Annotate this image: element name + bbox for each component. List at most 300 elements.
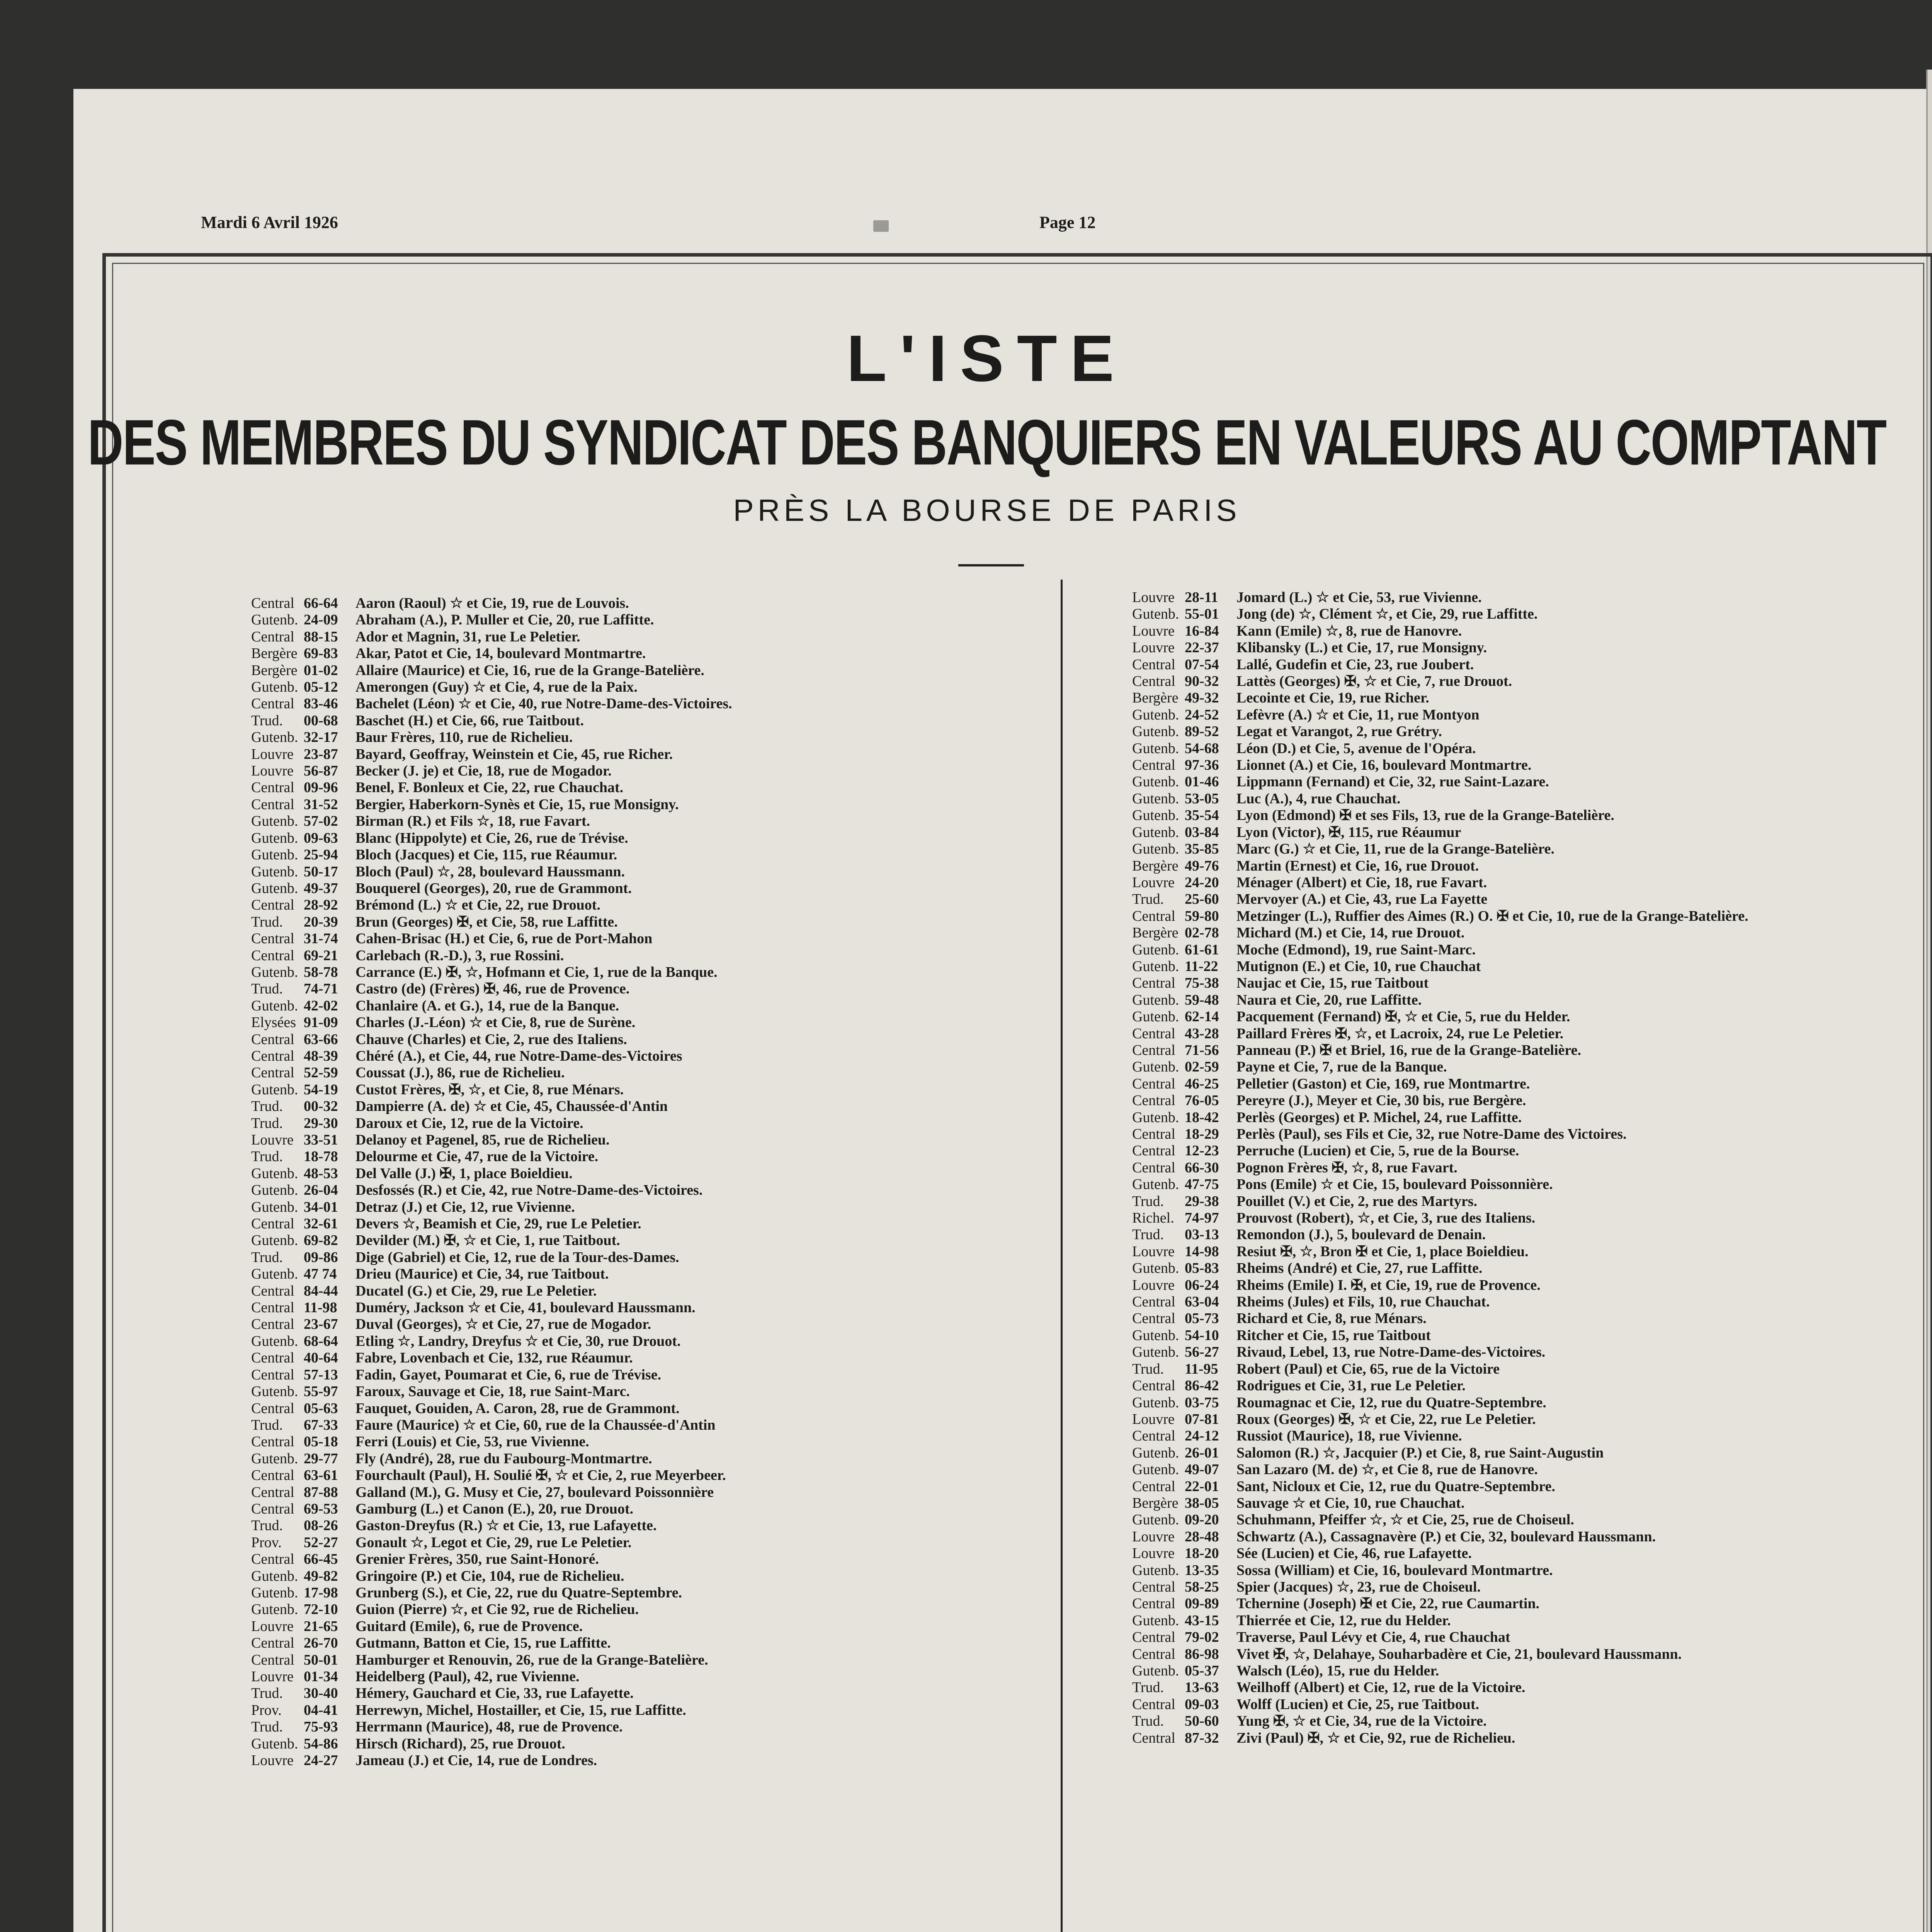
member-list-right [1132,589,1748,1747]
member-name: Dige (Gabriel) et Cie, 12, rue de la Tour-des-Dames. [355,1249,679,1265]
member-name: Yung ✠, ☆ et Cie, 34, rue de la Victoire. [1236,1713,1487,1730]
member-exchange: Gutenb. [1132,723,1179,740]
member-row [1132,1562,1748,1579]
member-exchange: Gutenb. [251,1165,298,1182]
member-phone: 75-93 [304,1719,338,1735]
member-name: Devilder (M.) ✠, ☆ et Cie, 1, rue Taitbout. [355,1232,620,1249]
member-exchange: Central [251,1484,294,1500]
member-name: Rheims (Emile) I. ✠, et Cie, 19, rue de Provence. [1236,1277,1541,1293]
member-row [1132,1009,1748,1025]
member-exchange: Gutenb. [1132,790,1179,807]
member-exchange: Central [251,1500,294,1517]
member-name: Mutignon (E.) et Cie, 10, rue Chauchat [1236,958,1481,975]
member-phone: 18-20 [1185,1545,1219,1562]
member-row [251,645,732,662]
member-name: Chanlaire (A. et G.), 14, rue de la Banque. [355,997,619,1014]
member-exchange: Gutenb. [251,1232,298,1249]
member-phone: 69-83 [304,645,338,662]
member-name: Pons (Emile) ☆ et Cie, 15, boulevard Poissonnière. [1236,1176,1553,1193]
member-name: Ferri (Louis) et Cie, 53, rue Vivienne. [355,1434,589,1450]
member-row [1132,1545,1748,1562]
header-page-number: Page 12 [1039,213,1096,232]
member-row [251,1199,732,1216]
column-divider [1061,580,1063,1932]
member-row [251,1350,732,1366]
member-exchange: Central [251,1635,294,1651]
member-list-left [251,595,732,1769]
member-exchange: Gutenb. [1132,1512,1179,1528]
member-name: Amerongen (Guy) ☆ et Cie, 4, rue de la Paix. [355,679,638,696]
member-exchange: Gutenb. [1132,807,1179,824]
member-exchange: Trud. [1132,1226,1164,1243]
member-name: Guitard (Emile), 6, rue de Provence. [355,1618,583,1634]
member-row [251,1216,732,1232]
member-name: Birman (R.) et Fils ☆, 18, rue Favart. [355,813,590,830]
member-row [1132,1076,1748,1092]
member-name: Metzinger (L.), Ruffier des Aimes (R.) O. ✠ et Cie, 10, rue de la Grange-Batelière. [1236,908,1748,924]
member-row [1132,589,1748,606]
member-name: Mervoyer (A.) et Cie, 43, rue La Fayette [1236,891,1488,908]
member-row [1132,1344,1748,1361]
member-phone: 57-02 [304,813,338,830]
member-exchange: Gutenb. [1132,1059,1179,1075]
member-exchange: Gutenb. [251,1601,298,1618]
member-exchange: Louvre [1132,639,1175,656]
member-phone: 62-14 [1185,1009,1219,1025]
member-name: Jameau (J.) et Cie, 14, rue de Londres. [355,1752,597,1769]
member-name: Roumagnac et Cie, 12, rue du Quatre-Septembre. [1236,1394,1546,1411]
member-row [1132,858,1748,874]
member-exchange: Louvre [1132,1411,1175,1427]
member-phone: 49-82 [304,1568,338,1584]
member-phone: 69-53 [304,1500,338,1517]
member-name: Fourchault (Paul), H. Soulié ✠, ☆ et Cie, 2, rue Meyerbeer. [355,1467,726,1484]
member-phone: 35-54 [1185,807,1219,824]
member-row [251,1014,732,1031]
member-row [251,830,732,847]
member-name: Resiut ✠, ☆, Bron ✠ et Cie, 1, place Boieldieu. [1236,1243,1529,1260]
member-exchange: Trud. [1132,1193,1164,1209]
member-name: Chauve (Charles) et Cie, 2, rue des Italiens. [355,1031,627,1048]
member-phone: 88-15 [304,628,338,645]
member-name: Payne et Cie, 7, rue de la Banque. [1236,1059,1447,1075]
member-name: Benel, F. Bonleux et Cie, 22, rue Chauchat. [355,779,624,796]
member-phone: 25-94 [304,847,338,863]
member-phone: 23-67 [304,1316,338,1333]
member-name: Guion (Pierre) ☆, et Cie 92, rue de Richelieu. [355,1601,639,1618]
member-name: Jong (de) ☆, Clément ☆, et Cie, 29, rue Laffitte. [1236,606,1538,622]
member-row [251,1333,732,1350]
member-phone: 34-01 [304,1199,338,1215]
member-phone: 03-13 [1185,1226,1219,1243]
member-phone: 49-07 [1185,1461,1219,1478]
member-exchange: Louvre [251,1668,294,1685]
member-row [1132,1327,1748,1344]
member-phone: 00-32 [304,1098,338,1115]
member-row [251,1082,732,1098]
member-phone: 08-26 [304,1517,338,1534]
member-name: Detraz (J.) et Cie, 12, rue Vivienne. [355,1199,575,1215]
member-name: Allaire (Maurice) et Cie, 16, rue de la Grange-Batelière. [355,662,704,679]
member-exchange: Gutenb. [1132,1663,1179,1679]
member-row [1132,908,1748,925]
member-name: Rivaud, Lebel, 13, rue Notre-Dame-des-Victoires. [1236,1344,1546,1361]
member-name: Blanc (Hippolyte) et Cie, 26, rue de Trévise. [355,830,628,846]
member-phone: 11-95 [1185,1361,1218,1377]
member-row [251,1232,732,1249]
member-row [251,998,732,1014]
member-name: Perlès (Georges) et P. Michel, 24, rue Laffitte. [1236,1109,1522,1126]
member-exchange: Central [251,628,294,645]
member-name: Naujac et Cie, 15, rue Taitbout [1236,975,1429,992]
member-name: Pognon Frères ✠, ☆, 8, rue Favart. [1236,1159,1458,1176]
member-exchange: Central [1132,1696,1175,1713]
member-phone: 09-63 [304,830,338,846]
member-phone: 87-88 [304,1484,338,1500]
member-name: Bloch (Jacques) et Cie, 115, rue Réaumur. [355,847,617,863]
member-phone: 26-04 [304,1182,338,1199]
member-row [251,1299,732,1316]
member-exchange: Trud. [251,1417,283,1433]
member-phone: 11-22 [1185,958,1218,975]
member-phone: 87-32 [1185,1730,1219,1746]
member-phone: 75-38 [1185,975,1219,992]
member-name: Lionnet (A.) et Cie, 16, boulevard Montmartre. [1236,757,1532,774]
member-name: Legat et Varangot, 2, rue Grétry. [1236,723,1442,740]
member-row [251,629,732,645]
member-exchange: Bergère [1132,1495,1179,1511]
member-row [251,864,732,880]
member-phone: 56-87 [304,763,338,779]
member-phone: 06-24 [1185,1277,1219,1293]
member-phone: 18-78 [304,1148,338,1165]
member-exchange: Gutenb. [251,997,298,1014]
member-row [1132,1730,1748,1747]
member-name: Herrmann (Maurice), 48, rue de Provence. [355,1719,623,1735]
member-exchange: Central [1132,1075,1175,1092]
member-name: Becker (J. je) et Cie, 18, rue de Mogador. [355,763,612,779]
member-name: Schwartz (A.), Cassagnavère (P.) et Cie, 32, boulevard Haussmann. [1236,1528,1656,1545]
member-phone: 69-21 [304,947,338,964]
member-phone: 18-42 [1185,1109,1219,1126]
member-exchange: Central [1132,1629,1175,1646]
member-exchange: Gutenb. [251,612,298,628]
member-row [1132,1579,1748,1595]
member-row [251,1635,732,1651]
member-phone: 66-45 [304,1551,338,1568]
member-row [1132,841,1748,857]
member-name: Faroux, Sauvage et Cie, 18, rue Saint-Marc. [355,1383,630,1400]
member-row [1132,807,1748,824]
member-phone: 69-82 [304,1232,338,1249]
member-row [1132,656,1748,673]
member-name: Martin (Ernest) et Cie, 16, rue Drouot. [1236,857,1479,874]
member-phone: 03-75 [1185,1394,1219,1411]
member-exchange: Gutenb. [251,813,298,830]
member-name: Cahen-Brisac (H.) et Cie, 6, rue de Port-Mahon [355,930,653,947]
member-exchange: Louvre [251,746,294,762]
member-row [1132,723,1748,740]
member-phone: 32-17 [304,729,338,746]
member-row [251,1568,732,1585]
member-name: Lippmann (Fernand) et Cie, 32, rue Saint-Lazare. [1236,774,1549,790]
member-phone: 63-61 [304,1467,338,1484]
member-exchange: Trud. [1132,1361,1164,1377]
member-phone: 59-48 [1185,992,1219,1008]
member-exchange: Louvre [1132,589,1175,605]
member-row [1132,673,1748,690]
member-exchange: Gutenb. [1132,774,1179,790]
member-name: Lallé, Gudefin et Cie, 23, rue Joubert. [1236,656,1474,673]
member-row [1132,1512,1748,1528]
member-phone: 05-83 [1185,1260,1219,1277]
member-row [1132,874,1748,891]
member-exchange: Central [251,1065,294,1081]
member-name: Fadin, Gayet, Poumarat et Cie, 6, rue de Trévise. [355,1366,662,1383]
member-row [1132,1679,1748,1696]
member-exchange: Central [1132,1578,1175,1595]
member-name: Castro (de) (Frères) ✠, 46, rue de Provence. [355,981,630,997]
member-name: Thierrée et Cie, 12, rue du Helder. [1236,1612,1451,1629]
member-phone: 48-53 [304,1165,338,1182]
member-name: Lattès (Georges) ✠, ☆ et Cie, 7, rue Drouot. [1236,673,1512,690]
member-exchange: Louvre [1132,1277,1175,1293]
member-row [1132,1713,1748,1730]
member-exchange: Central [251,1350,294,1366]
member-exchange: Prov. [251,1534,282,1551]
member-name: Bouquerel (Georges), 20, rue de Grammont. [355,880,632,896]
member-row [251,595,732,612]
member-phone: 40-64 [304,1350,338,1366]
member-phone: 22-01 [1185,1478,1219,1495]
member-name: Aaron (Raoul) ☆ et Cie, 19, rue de Louvois. [355,595,629,611]
member-exchange: Central [1132,1159,1175,1176]
member-phone: 13-35 [1185,1562,1219,1578]
member-name: Panneau (P.) ✠ et Briel, 16, rue de la Grange-Batelière. [1236,1042,1581,1058]
member-exchange: Prov. [251,1702,282,1718]
member-row [251,1551,732,1568]
member-phone: 49-37 [304,880,338,896]
member-exchange: Gutenb. [251,1584,298,1601]
member-name: Ménager (Albert) et Cie, 18, rue Favart. [1236,874,1487,891]
member-row [1132,1646,1748,1663]
member-phone: 32-61 [304,1216,338,1232]
member-name: Grunberg (S.), et Cie, 22, rue du Quatre-Septembre. [355,1584,682,1601]
member-name: Hirsch (Richard), 25, rue Drouot. [355,1735,565,1752]
member-row [1132,1595,1748,1612]
member-phone: 00-68 [304,712,338,729]
member-row [1132,1663,1748,1679]
member-exchange: Central [251,1282,294,1299]
member-row [251,729,732,746]
member-exchange: Central [251,1467,294,1484]
member-row [1132,1696,1748,1713]
member-exchange: Central [1132,1294,1175,1310]
member-phone: 05-12 [304,679,338,696]
member-exchange: Gutenb. [1132,1260,1179,1277]
member-exchange: Gutenb. [1132,740,1179,757]
member-phone: 52-27 [304,1534,338,1551]
member-exchange: Gutenb. [1132,941,1179,958]
member-row [251,914,732,930]
member-exchange: Gutenb. [251,847,298,863]
member-row [251,1501,732,1517]
member-phone: 48-39 [304,1048,338,1064]
member-exchange: Bergère [251,645,298,662]
member-exchange: Gutenb. [1132,1394,1179,1411]
member-row [251,1618,732,1635]
member-name: Gonault ☆, Legot et Cie, 29, rue Le Peletier. [355,1534,632,1551]
member-row [251,1685,732,1702]
member-row [251,662,732,679]
member-exchange: Louvre [251,1132,294,1148]
member-exchange: Central [1132,757,1175,774]
member-phone: 76-05 [1185,1092,1219,1109]
member-phone: 59-80 [1185,908,1219,924]
member-name: Rodrigues et Cie, 31, rue Le Peletier. [1236,1378,1466,1394]
member-row [251,1316,732,1333]
member-name: Roux (Georges) ✠, ☆ et Cie, 22, rue Le Peletier. [1236,1411,1536,1427]
member-phone: 25-60 [1185,891,1219,908]
member-phone: 09-96 [304,779,338,796]
member-phone: 05-37 [1185,1663,1219,1679]
member-row [251,1031,732,1048]
member-name: Gutmann, Batton et Cie, 15, rue Laffitte. [355,1635,611,1651]
member-phone: 05-63 [304,1400,338,1417]
member-phone: 24-09 [304,612,338,628]
member-row [1132,942,1748,958]
member-name: Faure (Maurice) ☆ et Cie, 60, rue de la Chaussée-d'Antin [355,1417,716,1433]
member-name: Spier (Jacques) ☆, 23, rue de Choiseul. [1236,1578,1481,1595]
member-row [251,1165,732,1182]
member-phone: 50-01 [304,1651,338,1668]
member-name: Gringoire (P.) et Cie, 104, rue de Richelieu. [355,1568,624,1584]
member-exchange: Gutenb. [251,1182,298,1199]
member-exchange: Trud. [251,981,283,997]
member-row [251,1652,732,1668]
member-phone: 20-39 [304,913,338,930]
member-phone: 07-81 [1185,1411,1219,1427]
member-name: Bayard, Geoffray, Weinstein et Cie, 45, rue Richer. [355,746,673,762]
member-phone: 01-46 [1185,774,1219,790]
member-phone: 24-27 [304,1752,338,1769]
member-row [1132,1461,1748,1478]
member-row [1132,690,1748,706]
member-row [1132,1026,1748,1042]
member-row [251,763,732,779]
member-phone: 83-46 [304,696,338,712]
member-name: Luc (A.), 4, rue Chauchat. [1236,790,1401,807]
member-row [251,1484,732,1501]
member-name: Carlebach (R.-D.), 3, rue Rossini. [355,947,564,964]
member-name: Devers ☆, Beamish et Cie, 29, rue Le Peletier. [355,1216,641,1232]
member-name: Naura et Cie, 20, rue Laffitte. [1236,992,1422,1008]
member-name: Delourme et Cie, 47, rue de la Victoire. [355,1148,599,1165]
member-row [251,1467,732,1484]
member-phone: 29-38 [1185,1193,1219,1209]
member-name: Pouillet (V.) et Cie, 2, rue des Martyrs. [1236,1193,1477,1209]
member-exchange: Bergère [1132,690,1179,706]
member-name: Robert (Paul) et Cie, 65, rue de la Victoire [1236,1361,1500,1377]
member-phone: 29-77 [304,1450,338,1467]
member-row [251,1400,732,1417]
member-row [251,847,732,863]
member-exchange: Trud. [251,913,283,930]
member-phone: 50-17 [304,863,338,880]
member-exchange: Central [251,779,294,796]
member-name: Baur Frères, 110, rue de Richelieu. [355,729,573,746]
member-row [1132,623,1748,639]
page-subtitle: DES MEMBRES DU SYNDICAT DES BANQUIERS EN VALEURS AU COMPTANT [87,406,1886,479]
member-exchange: Gutenb. [1132,958,1179,975]
member-row [251,880,732,897]
member-phone: 16-84 [1185,622,1219,639]
member-row [1132,1395,1748,1411]
member-exchange: Central [251,696,294,712]
member-name: Galland (M.), G. Musy et Cie, 27, boulevard Poissonnière [355,1484,714,1500]
member-row [1132,992,1748,1009]
member-row [251,1367,732,1383]
member-phone: 53-05 [1185,790,1219,807]
member-row [251,779,732,796]
member-phone: 24-20 [1185,874,1219,891]
member-name: Bloch (Paul) ☆, 28, boulevard Haussmann. [355,863,625,880]
member-row [1132,1612,1748,1629]
member-row [251,1417,732,1434]
member-name: Etling ☆, Landry, Dreyfus ☆ et Cie, 30, rue Drouot. [355,1333,681,1349]
member-row [251,679,732,696]
member-phone: 74-71 [304,981,338,997]
member-row [1132,1529,1748,1545]
member-name: Fly (André), 28, rue du Faubourg-Montmartre. [355,1450,652,1467]
member-phone: 54-68 [1185,740,1219,757]
member-row [251,1182,732,1199]
member-phone: 28-92 [304,897,338,913]
member-row [251,1048,732,1065]
member-phone: 58-78 [304,964,338,980]
page-title: L'ISTE [846,322,1128,395]
member-phone: 24-52 [1185,706,1219,723]
member-row [251,1266,732,1282]
member-phone: 97-36 [1185,757,1219,774]
member-row [1132,757,1748,774]
member-exchange: Central [251,796,294,813]
member-phone: 01-34 [304,1668,338,1685]
member-exchange: Gutenb. [251,964,298,980]
member-name: San Lazaro (M. de) ☆, et Cie 8, rue de Hanovre. [1236,1461,1538,1478]
member-phone: 05-18 [304,1434,338,1450]
member-phone: 72-10 [304,1601,338,1618]
member-exchange: Trud. [251,1098,283,1115]
member-phone: 47-75 [1185,1176,1219,1193]
member-phone: 67-33 [304,1417,338,1433]
member-name: Gamburg (L.) et Canon (E.), 20, rue Drouot. [355,1500,634,1517]
member-row [1132,1193,1748,1210]
member-name: Salomon (R.) ☆, Jacquier (P.) et Cie, 8, rue Saint-Augustin [1236,1444,1604,1461]
member-exchange: Gutenb. [251,1735,298,1752]
member-phone: 30-40 [304,1685,338,1702]
member-phone: 18-29 [1185,1126,1219,1142]
member-phone: 13-63 [1185,1679,1219,1696]
member-name: Sauvage ☆ et Cie, 10, rue Chauchat. [1236,1495,1465,1511]
member-name: Delanoy et Pagenel, 85, rue de Richelieu. [355,1132,610,1148]
member-phone: 89-52 [1185,723,1219,740]
member-phone: 52-59 [304,1065,338,1081]
member-name: Carrance (E.) ✠, ☆, Hofmann et Cie, 1, rue de la Banque. [355,964,718,980]
member-name: Bachelet (Léon) ☆ et Cie, 40, rue Notre-Dame-des-Victoires. [355,696,732,712]
member-exchange: Gutenb. [251,1266,298,1282]
member-name: Duval (Georges), ☆ et Cie, 27, rue de Mogador. [355,1316,651,1333]
